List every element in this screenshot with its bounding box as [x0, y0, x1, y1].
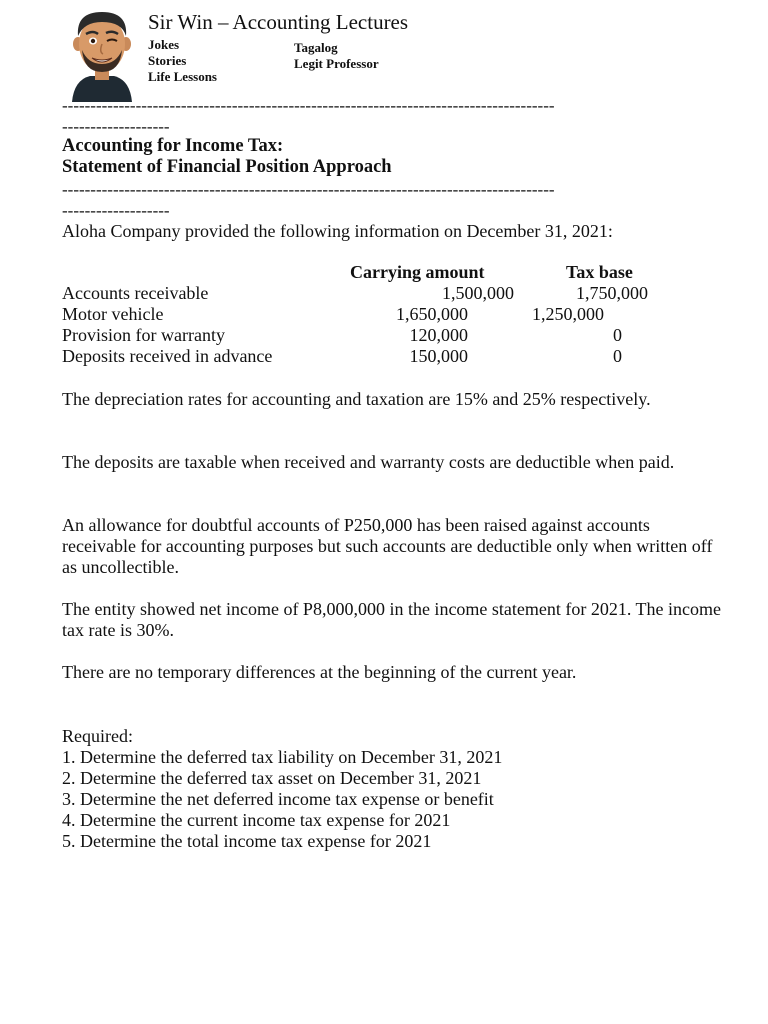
tag-tagalog: Tagalog	[294, 40, 338, 55]
row-carrying-amount: 150,000	[409, 346, 468, 366]
column-header-carrying-amount: Carrying amount	[350, 262, 485, 282]
intro-text: Aloha Company provided the following information on December 31, 2021:	[62, 221, 613, 241]
row-tax-base: 0	[613, 346, 622, 366]
required-title: Required:	[62, 726, 133, 746]
row-item-label: Deposits received in advance	[62, 346, 273, 366]
required-item: 2. Determine the deferred tax asset on December 31, 2021	[62, 768, 482, 788]
document-heading-line1: Accounting for Income Tax:	[62, 136, 284, 156]
row-tax-base: 0	[613, 325, 622, 345]
row-item-label: Provision for warranty	[62, 325, 225, 345]
tag-life-lessons: Life Lessons	[148, 69, 217, 84]
table-row	[62, 283, 722, 304]
row-item-label: Motor vehicle	[62, 304, 164, 324]
paragraph-net-income: The entity showed net income of P8,000,000 in the income statement for 2021. The income tax rate is 30%.	[62, 599, 722, 640]
table-header-row	[62, 262, 722, 283]
required-item: 4. Determine the current income tax expense for 2021	[62, 810, 451, 830]
divider-bottom-line2: -------------------	[62, 201, 170, 220]
row-item-label: Accounts receivable	[62, 283, 209, 303]
paragraph-depreciation: The depreciation rates for accounting and taxation are 15% and 25% respectively.	[62, 389, 651, 409]
required-item: 5. Determine the total income tax expense for 2021	[62, 831, 432, 851]
document-heading-line2: Statement of Financial Position Approach	[62, 157, 392, 177]
row-tax-base: 1,750,000	[576, 283, 648, 303]
paragraph-deposits: The deposits are taxable when received and warranty costs are deductible when paid.	[62, 452, 675, 472]
tag-jokes: Jokes	[148, 37, 180, 52]
tag-legit-professor: Legit Professor	[294, 56, 379, 71]
table-row	[62, 325, 722, 346]
divider-top-line2: -------------------	[62, 117, 170, 136]
required-item: 1. Determine the deferred tax liability on December 31, 2021	[62, 747, 503, 767]
divider-bottom-line1: ---------------------------------------------------------------------------------------	[62, 180, 555, 199]
paragraph-temporary-differences: There are no temporary differences at the beginning of the current year.	[62, 662, 577, 682]
paragraph-allowance: An allowance for doubtful accounts of P250,000 has been raised against accounts receivable for accounting purposes but such accounts are deductible only when written off as uncollectible.	[62, 515, 713, 577]
table-row	[62, 346, 722, 367]
header-title: Sir Win – Accounting Lectures	[148, 10, 409, 34]
avatar	[66, 6, 138, 102]
tag-stories: Stories	[148, 53, 187, 68]
row-carrying-amount: 1,500,000	[442, 283, 514, 303]
table-row	[62, 304, 722, 325]
row-carrying-amount: 1,650,000	[396, 304, 468, 324]
row-carrying-amount: 120,000	[409, 325, 468, 345]
row-tax-base: 1,250,000	[532, 304, 604, 324]
divider-top-line1: ---------------------------------------------------------------------------------------	[62, 96, 555, 115]
column-header-tax-base: Tax base	[566, 262, 633, 282]
required-item: 3. Determine the net deferred income tax expense or benefit	[62, 789, 494, 809]
